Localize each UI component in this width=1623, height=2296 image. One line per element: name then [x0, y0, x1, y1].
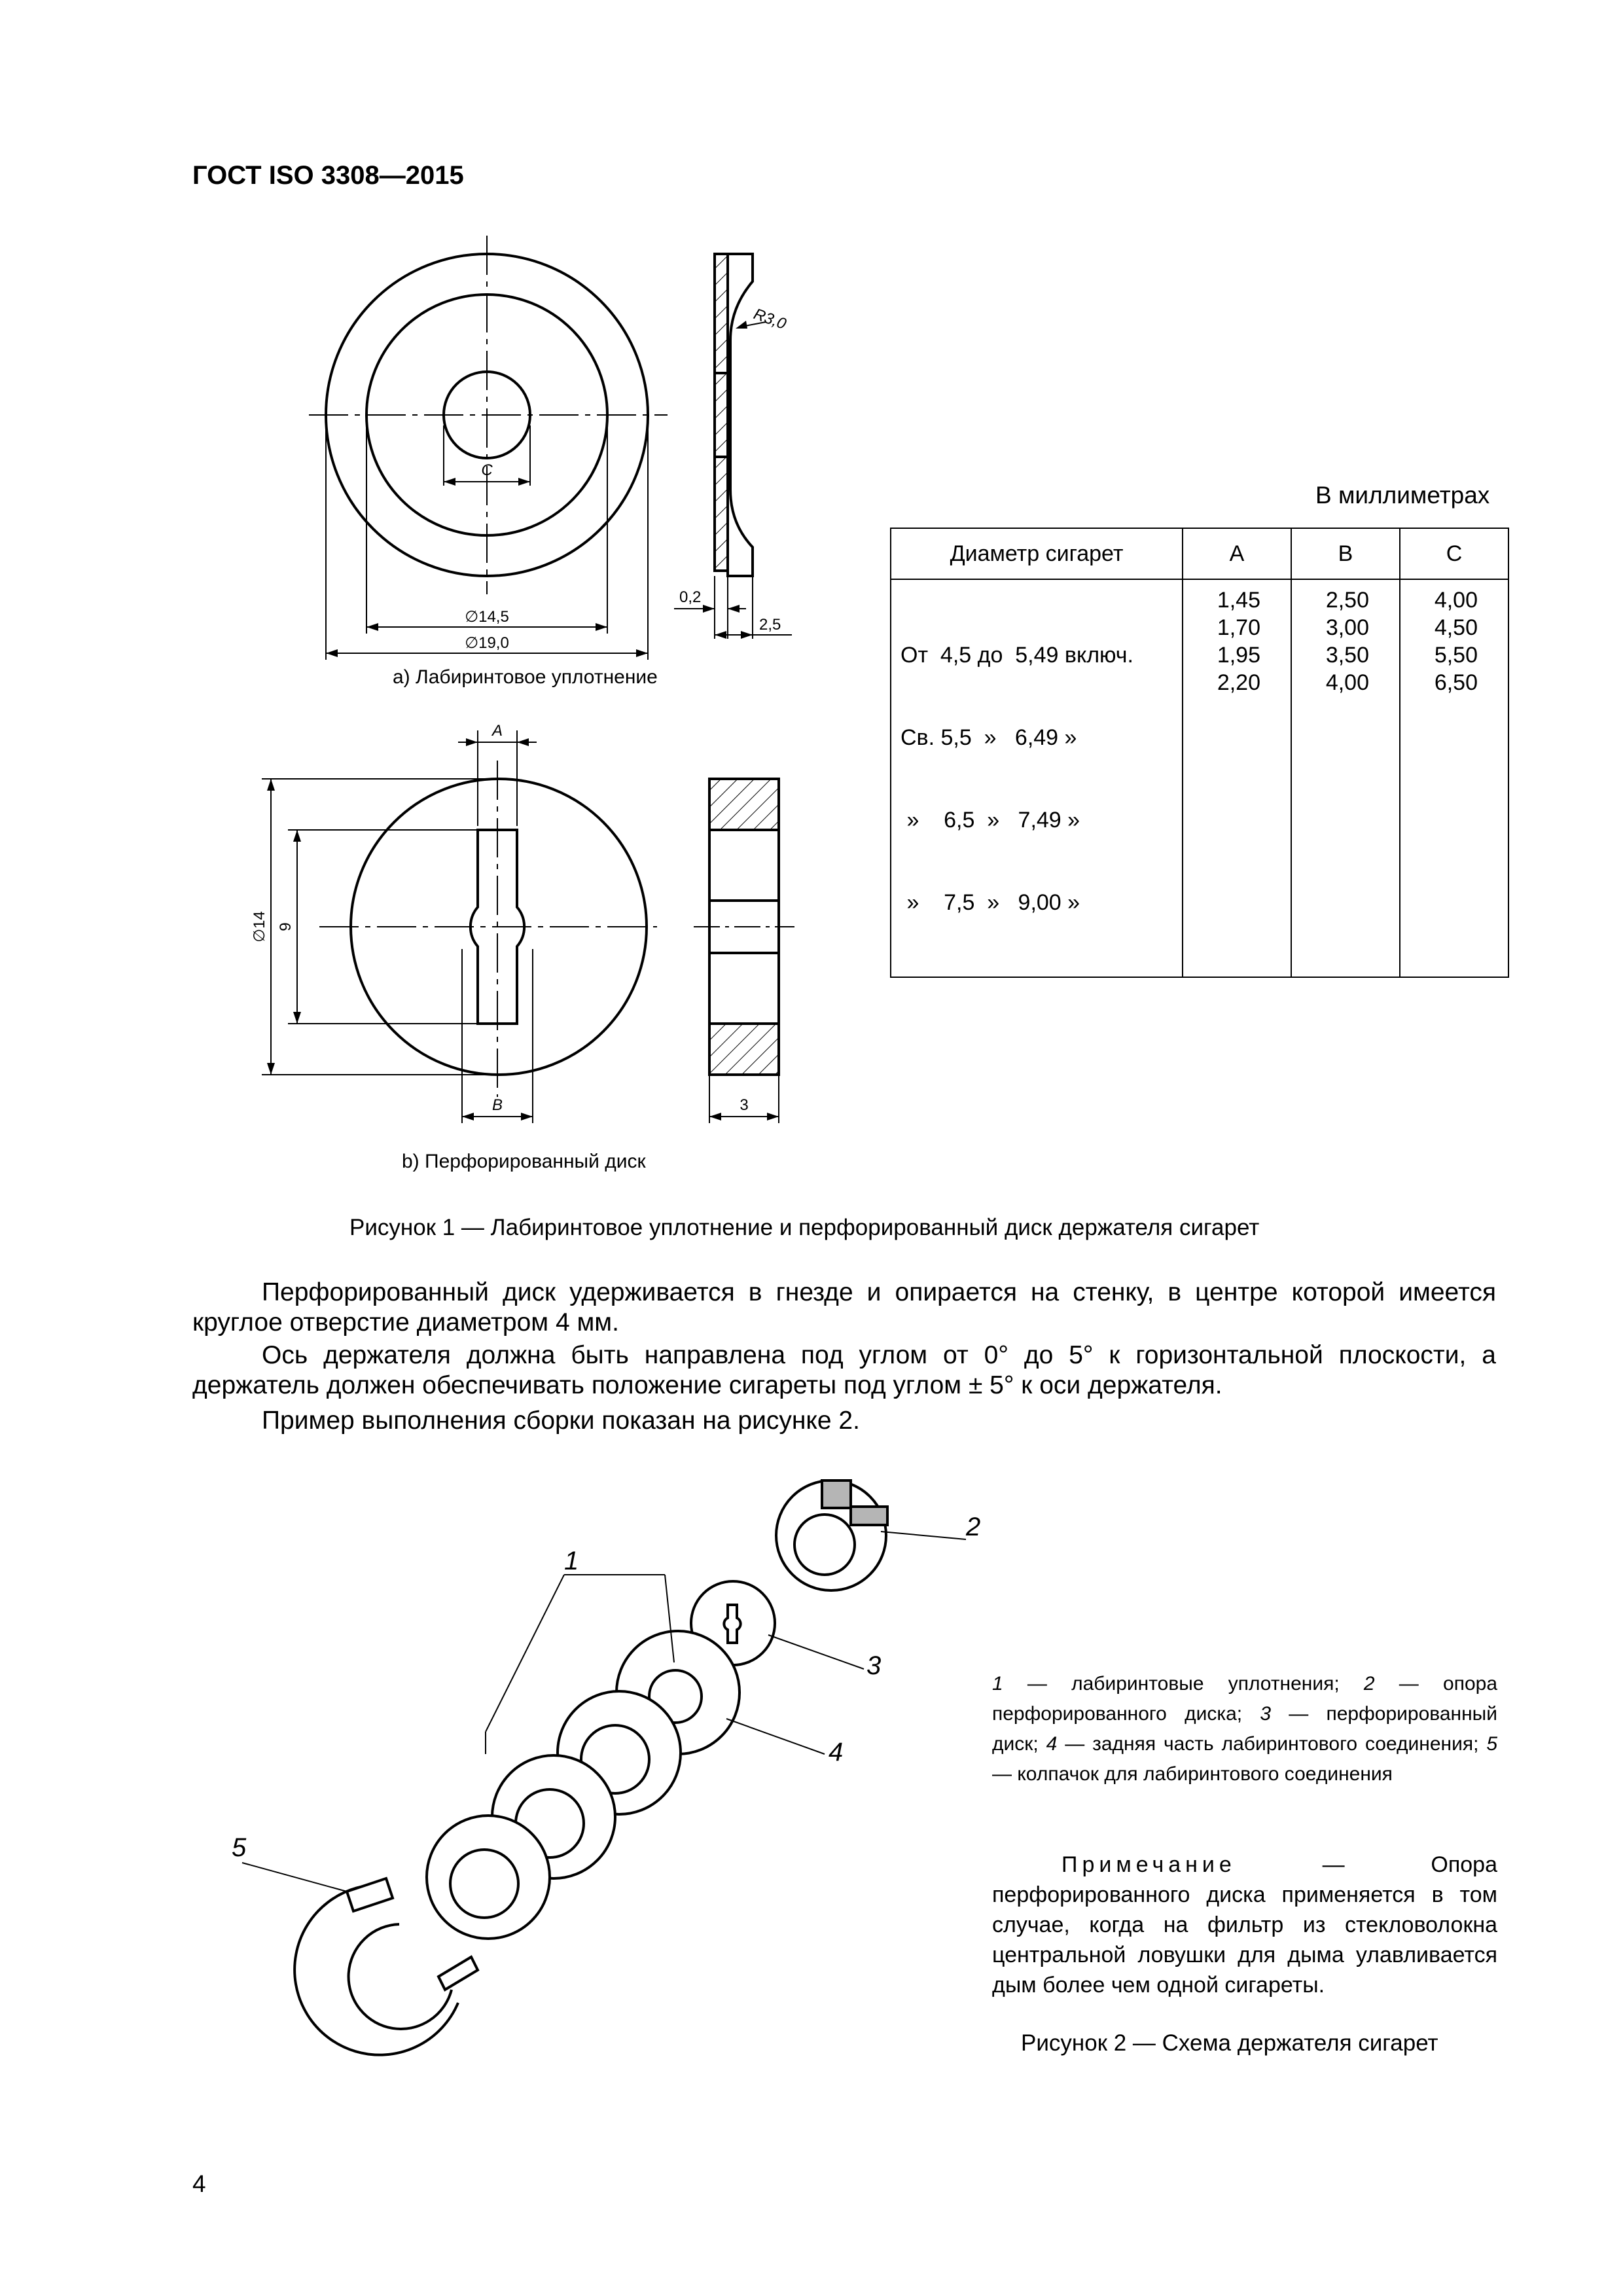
b-cell	[1291, 579, 1400, 977]
col-c: C	[1400, 528, 1508, 579]
legend-num: 4	[1046, 1733, 1058, 1755]
note-text: — Опора перфорированного диска применяется в том случае, когда на фильтр из стекловолокна центральной ловушки для дыма улавливается дым более чем одной сигареты.	[992, 1852, 1497, 1998]
dim-b-label: B	[491, 1096, 503, 1114]
assembly-drawing	[294, 1480, 887, 2055]
units-note: В миллиметрах	[1315, 482, 1490, 509]
page-number: 4	[192, 2170, 206, 2197]
paragraph-3	[192, 1406, 1496, 1436]
labyrinth-seal-side-view	[715, 254, 753, 576]
legend-text: — колпачок для лабиринтового соединения	[992, 1763, 1393, 1785]
dim-t25-label: 2,5	[759, 616, 781, 634]
table-cell: 6,50	[1434, 670, 1478, 695]
table-cell: 1,45	[1217, 588, 1260, 613]
figure1-caption: Рисунок 1 — Лабиринтовое уплотнение и перфорированный диск держателя сигарет	[349, 1215, 1260, 1240]
table-cell: 4,00	[1434, 588, 1478, 613]
legend-num: 2	[1363, 1673, 1375, 1695]
table-header-row	[891, 528, 1508, 579]
dim-t02-label: 0,2	[679, 588, 702, 606]
table-cell: Св. 5,5 » 6,49 »	[901, 725, 1077, 750]
callout-1: 1	[564, 1547, 579, 1575]
legend-num: 5	[1486, 1733, 1497, 1755]
callout-2: 2	[966, 1513, 981, 1541]
table-cell: 3,50	[1325, 643, 1369, 668]
disc-support-part	[776, 1480, 887, 1590]
labyrinth-centerlines	[309, 236, 668, 594]
table-cell: 2,50	[1325, 588, 1369, 613]
table-cell: 5,50	[1434, 643, 1478, 668]
col-a: A	[1183, 528, 1291, 579]
figure1a-caption: a) Лабиринтовое уплотнение	[393, 666, 658, 688]
labyrinth-seal-parts	[427, 1691, 681, 1939]
legend-text: — задняя часть лабиринтового соединения;	[1057, 1733, 1487, 1755]
col-diameter: Диаметр сигарет	[891, 528, 1183, 579]
table-cell: 2,20	[1217, 670, 1260, 695]
document-header: ГОСТ ISO 3308—2015	[192, 161, 464, 190]
col-b: B	[1291, 528, 1400, 579]
diameter-cell	[891, 579, 1183, 977]
paragraph-3-text: Пример выполнения сборки показан на рисунке 2.	[262, 1407, 860, 1435]
dim-c-label: C	[481, 461, 493, 479]
table-row	[891, 579, 1508, 977]
callout-5: 5	[232, 1833, 247, 1862]
table-cell: 3,00	[1325, 615, 1369, 640]
c-cell	[1400, 579, 1508, 977]
dim-a-label: A	[491, 722, 503, 740]
table-cell: 4,00	[1325, 670, 1369, 695]
callout-4: 4	[829, 1738, 844, 1767]
dim-3-label: 3	[740, 1096, 749, 1114]
figure2-caption: Рисунок 2 — Схема держателя сигарет	[1021, 2030, 1438, 2056]
legend-num: 3	[1260, 1703, 1272, 1725]
legend-text: — перфорированный диск;	[992, 1703, 1497, 1755]
callout-3: 3	[866, 1651, 882, 1680]
legend-text: — лабиринтовые уплотнения;	[1003, 1673, 1364, 1695]
dim-r-label: R3,0	[751, 305, 789, 333]
table-cell: » 6,5 » 7,49 »	[901, 808, 1080, 833]
dim-d14-label: ∅14	[251, 911, 268, 942]
note-label: Примечание	[1061, 1852, 1236, 1877]
paragraph-2-text: Ось держателя должна быть направлена под углом от 0° до 5° к горизонтальной плоскости, а держатель должен обеспечивать положение сигареты под углом ± 5° к оси держателя.	[192, 1341, 1496, 1399]
a-cell	[1183, 579, 1291, 977]
table-cell: 1,95	[1217, 643, 1260, 668]
dim-d145-label: ∅14,5	[465, 608, 509, 626]
table-cell: 4,50	[1434, 615, 1478, 640]
paragraph-2	[192, 1340, 1496, 1401]
dim-d190-label: ∅19,0	[465, 634, 509, 652]
legend-num: 1	[992, 1673, 1003, 1695]
dimensions-table	[890, 528, 1509, 978]
dim-9-label: 9	[277, 922, 294, 931]
legend-text: — опора перфорированного диска;	[992, 1673, 1497, 1725]
table-cell: » 7,5 » 9,00 »	[901, 890, 1080, 915]
figure2-legend	[992, 1669, 1497, 1789]
paragraph-1	[192, 1278, 1496, 1338]
figure1b-caption: b) Перфорированный диск	[402, 1151, 646, 1172]
figure2-note	[992, 1850, 1497, 2000]
paragraph-1-text: Перфорированный диск удерживается в гнезде и опирается на стенку, в центре которой имеется круглое отверстие диаметром 4 мм.	[192, 1278, 1496, 1336]
table-cell: От 4,5 до 5,49 включ.	[901, 643, 1133, 668]
table-cell: 1,70	[1217, 615, 1260, 640]
